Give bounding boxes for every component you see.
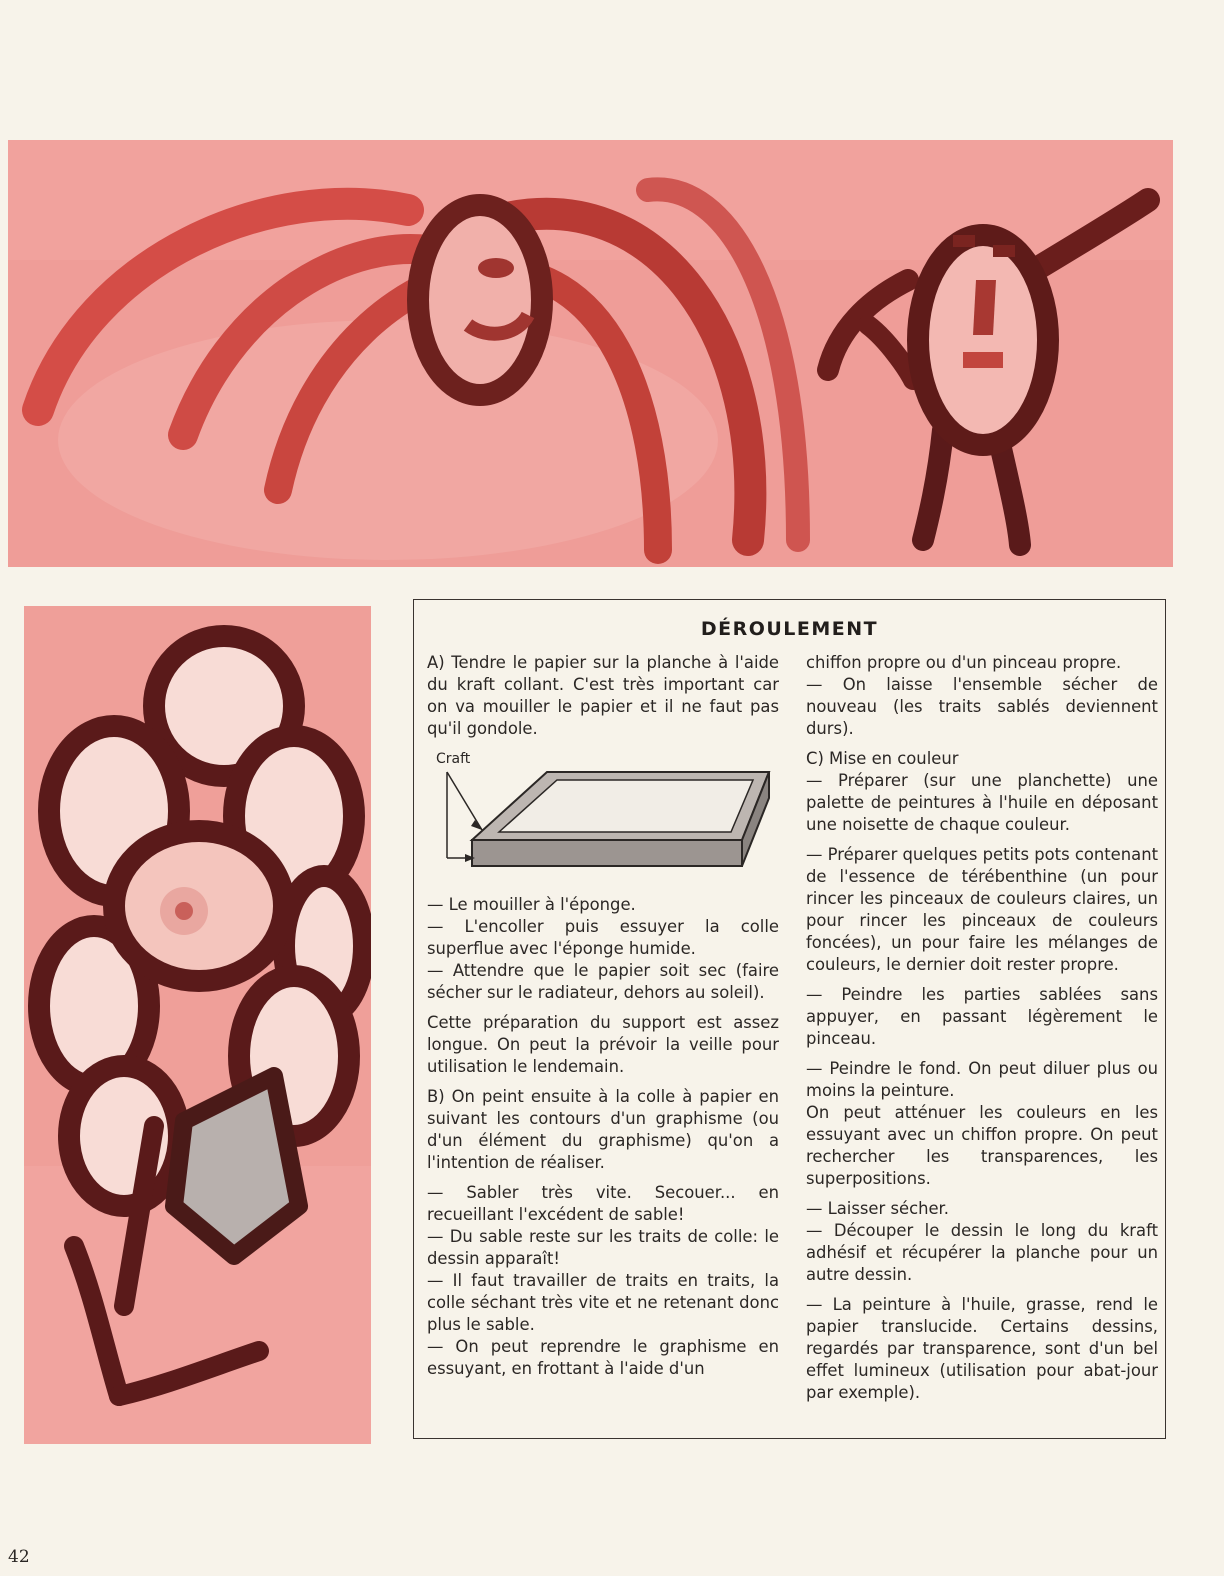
paragraph: — Le mouiller à l'éponge. — [427, 895, 636, 914]
paragraph: — Préparer (sur une planchette) une palette de peintures à l'huile en déposant une noisette de chaque couleur. — [806, 771, 1158, 834]
paragraph: — L'encoller puis essuyer la colle superflue avec l'éponge humide. — [427, 917, 779, 958]
deroulement-box — [413, 599, 1166, 1439]
painting-flower — [24, 606, 371, 1444]
paragraph: — Laisser sécher. — [806, 1199, 949, 1218]
paragraph: A) Tendre le papier sur la planche à l'aide du kraft collant. C'est très important car on va mouiller le papier et il ne faut pas qu'il gondole. — [427, 653, 779, 738]
paragraph: C) Mise en couleur — [806, 749, 959, 768]
box-title: DÉROULEMENT — [700, 618, 879, 640]
paragraph: — On laisse l'ensemble sécher de nouveau (les traits sablés deviennent durs). — [806, 675, 1158, 738]
paragraph: — Préparer quelques petits pots contenant de l'essence de térébenthine (un pour rincer les pinceaux de couleurs claires, un pour rincer les pinceaux de couleurs foncées), un pour faire les mélanges de couleurs, le dernier doit rester propre. — [806, 845, 1159, 974]
right-column — [806, 652, 1158, 1412]
paragraph: — Sabler très vite. Secouer... en recueillant l'excédent de sable! — [427, 1183, 779, 1224]
board-illustration — [427, 748, 779, 888]
paragraph: B) On peint ensuite à la colle à papier en suivant les contours d'un graphisme (ou d'un élément du graphisme) qu'on a l'intention de réaliser. — [427, 1087, 779, 1172]
paragraph: — Du sable reste sur les traits de colle: le dessin apparaît! — [427, 1227, 779, 1268]
top-children-painting — [8, 140, 1173, 567]
left-flower-painting — [24, 606, 371, 1444]
page-number: 42 — [8, 1547, 30, 1567]
paragraph: — La peinture à l'huile, grasse, rend le papier translucide. Certains dessins, regardés par transparence, sont d'un bel effet lumineux (utilisation pour abat-jour par exemple). — [806, 1295, 1158, 1402]
paragraph: — Peindre le fond. On peut diluer plus ou moins la peinture. — [806, 1059, 1158, 1100]
paragraph: chiffon propre ou d'un pinceau propre. — [806, 653, 1122, 672]
paragraph: — Attendre que le papier soit sec (faire sécher sur le radiateur, dehors au soleil). — [427, 961, 779, 1002]
paragraph: On peut atténuer les couleurs en les essuyant avec un chiffon propre. On peut rechercher les transparences, les superpositions. — [806, 1103, 1158, 1188]
frame-diagram — [427, 748, 779, 888]
paragraph: — Découper le dessin le long du kraft adhésif et récupérer la planche pour un autre dessin. — [806, 1221, 1158, 1284]
paragraph: — Il faut travailler de traits en traits, la colle séchant très vite et ne retenant donc plus le sable. — [427, 1271, 779, 1334]
paragraph: — Peindre les parties sablées sans appuyer, en passant légèrement le pinceau. — [806, 985, 1158, 1048]
painting-rainbow-figures — [8, 140, 1173, 567]
left-column — [427, 652, 779, 1380]
paragraph: — On peut reprendre le graphisme en essuyant, en frottant à l'aide d'un — [427, 1337, 779, 1378]
paragraph: Cette préparation du support est assez longue. On peut la prévoir la veille pour utilisation le lendemain. — [427, 1013, 779, 1076]
label-craft: Craft — [436, 751, 471, 767]
